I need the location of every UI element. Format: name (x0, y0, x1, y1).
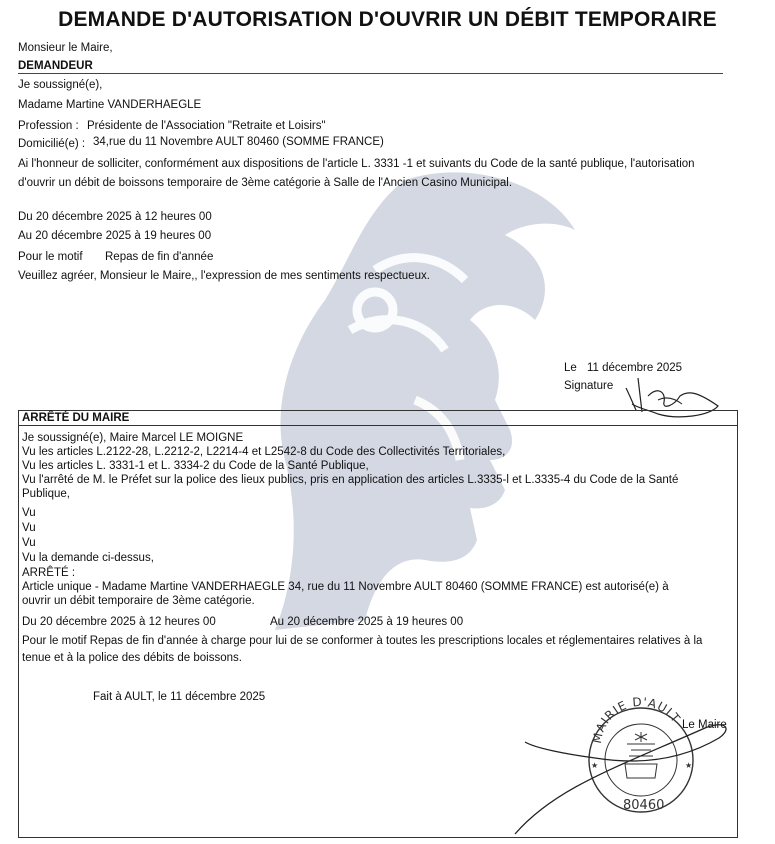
arrete-line: ouvrir un débit temporaire de 3ème catégorie. (22, 595, 255, 607)
request-date: 11 décembre 2025 (587, 362, 683, 374)
signature-label: Signature (564, 380, 614, 392)
arrete-line: Vu la demande ci-dessus, (22, 552, 154, 564)
date-label: Le (564, 362, 577, 374)
arrete-line: Article unique - Madame Martine VANDERHAEGLE 34, rue du 11 Novembre AULT 80460 (SOMME FRANCE) est autorisé(e) à (22, 581, 669, 593)
request-from: Du 20 décembre 2025 à 12 heures 00 (18, 211, 212, 223)
page-title: DEMANDE D'AUTORISATION D'OUVRIR UN DÉBIT TEMPORAIRE (58, 8, 717, 31)
arrete-line: Vu les articles L.2122-28, L.2212-2, L2214-4 et L2542-8 du Code des Collectivités Territoriales, (22, 446, 506, 458)
demandeur-name: Madame Martine VANDERHAEGLE (18, 99, 202, 111)
request-to: Au 20 décembre 2025 à 19 heures 00 (18, 230, 212, 242)
arrete-line: Vu (22, 537, 36, 549)
svg-text:★: ★ (685, 761, 693, 770)
arrete-line: Vu l'arrêté de M. le Préfet sur la police des lieux publics, pris en application des articles L.3335-l et L.3335-4 du Code de la Santé (22, 474, 679, 486)
domicile-value: 34,rue du 11 Novembre AULT 80460 (SOMME FRANCE) (93, 136, 384, 148)
arrete-line: Publique, (22, 488, 70, 500)
stamp-top-text: MAIRIE D'AULT (589, 694, 684, 745)
section-title-arrete: ARRÊTÉ DU MAIRE (19, 411, 737, 426)
request-line-1: Ai l'honneur de solliciter, conformément aux dispositions de l'article L. 3331 -1 et suivants du Code de la santé publique, l'autorisation (18, 158, 695, 170)
section-title-demandeur: DEMANDEUR (18, 60, 723, 74)
profession-value: Présidente de l'Association "Retraite et Loisirs" (87, 120, 326, 132)
request-line-2: d'ouvrir un débit de boissons temporaire de 3ème catégorie à Salle de l'Ancien Casino Municipal. (18, 177, 513, 189)
arrete-line: Je soussigné(e), Maire Marcel LE MOIGNE (22, 432, 244, 444)
arrete-to: Au 20 décembre 2025 à 19 heures 00 (270, 616, 464, 628)
profession-label: Profession : (18, 120, 79, 132)
arrete-line: Vu (22, 507, 36, 519)
motif-value: Repas de fin d'année (105, 251, 214, 263)
arrete-line: Vu les articles L. 3331-1 et L. 3334-2 du Code de la Santé Publique, (22, 460, 369, 472)
svg-text:★: ★ (591, 761, 599, 770)
arrete-motif-line-1: Pour le motif Repas de fin d'année à charge pour lui de se conformer à toutes les prescriptions locales et réglementaires relatives à la (22, 635, 703, 647)
motif-label: Pour le motif (18, 251, 83, 263)
arrete-motif-line-2: tenue et à la police des débits de boissons. (22, 652, 242, 664)
stamp-bottom-text: 80460 (623, 798, 665, 813)
closing-line: Veuillez agréer, Monsieur le Maire,, l'expression de mes sentiments respectueux. (18, 270, 430, 282)
mayor-label: Le Maire (682, 719, 727, 731)
greeting: Monsieur le Maire, (18, 42, 113, 54)
fait-a: Fait à AULT, le 11 décembre 2025 (93, 691, 266, 703)
demandeur-intro: Je soussigné(e), (18, 79, 103, 91)
arrete-line: Vu (22, 522, 36, 534)
arrete-line: ARRÊTÉ : (22, 567, 76, 579)
arrete-from: Du 20 décembre 2025 à 12 heures 00 (22, 616, 216, 628)
mayor-stamp (505, 688, 735, 838)
domicile-label: Domicilié(e) : (18, 138, 86, 150)
